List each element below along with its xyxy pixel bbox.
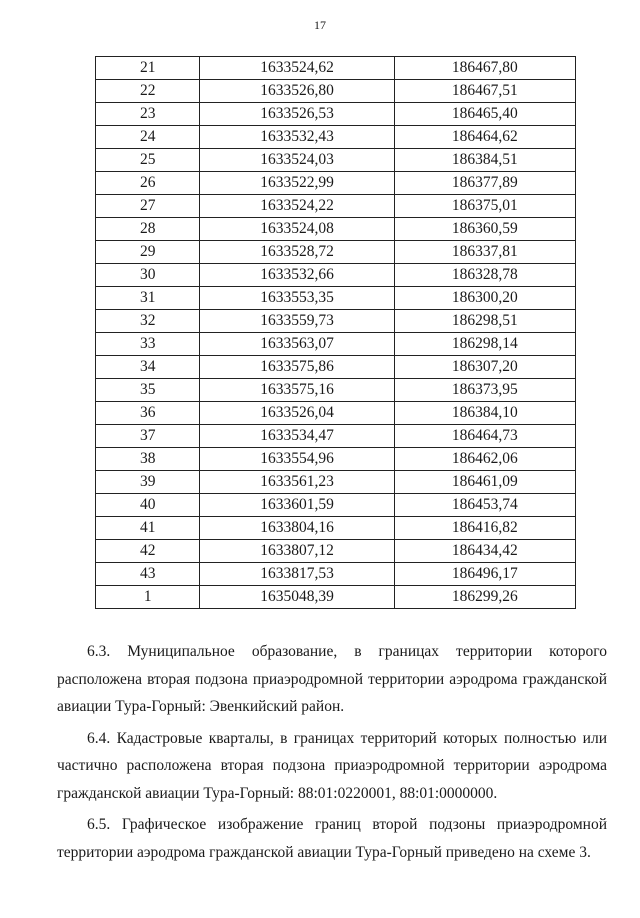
- x-coordinate-cell: 1633804,16: [200, 517, 394, 540]
- x-coordinate-cell: 1633534,47: [200, 425, 394, 448]
- y-coordinate-cell: 186337,81: [394, 241, 575, 264]
- table-row: [96, 471, 576, 494]
- y-coordinate-cell: 186464,73: [394, 425, 575, 448]
- y-coordinate-cell: 186467,80: [394, 57, 575, 80]
- page-number: 17: [314, 18, 326, 32]
- point-number-cell: 42: [96, 540, 200, 563]
- table-row: [96, 540, 576, 563]
- y-coordinate-cell: 186465,40: [394, 103, 575, 126]
- table-row: [96, 149, 576, 172]
- x-coordinate-cell: 1633817,53: [200, 563, 394, 586]
- table-row: [96, 356, 576, 379]
- y-coordinate-cell: 186462,06: [394, 448, 575, 471]
- x-coordinate-cell: 1633526,04: [200, 402, 394, 425]
- y-coordinate-cell: 186360,59: [394, 218, 575, 241]
- y-coordinate-cell: 186373,95: [394, 379, 575, 402]
- x-coordinate-cell: 1633561,23: [200, 471, 394, 494]
- y-coordinate-cell: 186307,20: [394, 356, 575, 379]
- point-number-cell: 39: [96, 471, 200, 494]
- table-row: [96, 586, 576, 609]
- point-number-cell: 41: [96, 517, 200, 540]
- table-row: [96, 126, 576, 149]
- x-coordinate-cell: 1633532,43: [200, 126, 394, 149]
- point-number-cell: 37: [96, 425, 200, 448]
- y-coordinate-cell: 186375,01: [394, 195, 575, 218]
- table-row: [96, 333, 576, 356]
- table-row: [96, 563, 576, 586]
- y-coordinate-cell: 186467,51: [394, 80, 575, 103]
- table-row: [96, 448, 576, 471]
- table-row: [96, 103, 576, 126]
- table-row: [96, 402, 576, 425]
- point-number-cell: 22: [96, 80, 200, 103]
- table-row: [96, 379, 576, 402]
- x-coordinate-cell: 1633532,66: [200, 264, 394, 287]
- point-number-cell: 40: [96, 494, 200, 517]
- x-coordinate-cell: 1633524,08: [200, 218, 394, 241]
- y-coordinate-cell: 186299,26: [394, 586, 575, 609]
- x-coordinate-cell: 1633524,62: [200, 57, 394, 80]
- y-coordinate-cell: 186434,42: [394, 540, 575, 563]
- y-coordinate-cell: 186464,62: [394, 126, 575, 149]
- y-coordinate-cell: 186298,51: [394, 310, 575, 333]
- y-coordinate-cell: 186453,74: [394, 494, 575, 517]
- x-coordinate-cell: 1633526,53: [200, 103, 394, 126]
- point-number-cell: 34: [96, 356, 200, 379]
- table-row: [96, 287, 576, 310]
- point-number-cell: 1: [96, 586, 200, 609]
- x-coordinate-cell: 1633524,03: [200, 149, 394, 172]
- y-coordinate-cell: 186384,10: [394, 402, 575, 425]
- table-row: [96, 80, 576, 103]
- table-row: [96, 195, 576, 218]
- x-coordinate-cell: 1633559,73: [200, 310, 394, 333]
- point-number-cell: 25: [96, 149, 200, 172]
- point-number-cell: 26: [96, 172, 200, 195]
- point-number-cell: 35: [96, 379, 200, 402]
- y-coordinate-cell: 186384,51: [394, 149, 575, 172]
- table-row: [96, 218, 576, 241]
- table-row: [96, 425, 576, 448]
- point-number-cell: 32: [96, 310, 200, 333]
- point-number-cell: 38: [96, 448, 200, 471]
- point-number-cell: 24: [96, 126, 200, 149]
- table-row: [96, 310, 576, 333]
- point-number-cell: 21: [96, 57, 200, 80]
- coordinates-table-body: [96, 57, 576, 609]
- table-row: [96, 241, 576, 264]
- point-number-cell: 29: [96, 241, 200, 264]
- paragraph-6-4: 6.4. Кадастровые кварталы, в границах территорий которых полностью или частично расположена вторая подзона приаэродромной территории аэродрома гражданской авиации Тура-Горный: 88:01:0220001, 88:01:0000000.: [57, 729, 607, 802]
- table-row: [96, 494, 576, 517]
- paragraph-6-5: 6.5. Графическое изображение границ второй подзоны приаэродромной территории аэродрома гражданской авиации Тура-Горный приведено на схеме 3.: [57, 816, 607, 861]
- point-number-cell: 23: [96, 103, 200, 126]
- table-row: [96, 517, 576, 540]
- y-coordinate-cell: 186298,14: [394, 333, 575, 356]
- table-row: [96, 57, 576, 80]
- table-row: [96, 172, 576, 195]
- y-coordinate-cell: 186461,09: [394, 471, 575, 494]
- x-coordinate-cell: 1633524,22: [200, 195, 394, 218]
- y-coordinate-cell: 186328,78: [394, 264, 575, 287]
- table-row: [96, 264, 576, 287]
- point-number-cell: 33: [96, 333, 200, 356]
- x-coordinate-cell: 1633553,35: [200, 287, 394, 310]
- x-coordinate-cell: 1633528,72: [200, 241, 394, 264]
- point-number-cell: 36: [96, 402, 200, 425]
- point-number-cell: 27: [96, 195, 200, 218]
- x-coordinate-cell: 1633807,12: [200, 540, 394, 563]
- x-coordinate-cell: 1633563,07: [200, 333, 394, 356]
- x-coordinate-cell: 1635048,39: [200, 586, 394, 609]
- x-coordinate-cell: 1633526,80: [200, 80, 394, 103]
- x-coordinate-cell: 1633575,16: [200, 379, 394, 402]
- text-section: [57, 638, 607, 870]
- point-number-cell: 31: [96, 287, 200, 310]
- point-number-cell: 28: [96, 218, 200, 241]
- point-number-cell: 43: [96, 563, 200, 586]
- point-number-cell: 30: [96, 264, 200, 287]
- y-coordinate-cell: 186416,82: [394, 517, 575, 540]
- x-coordinate-cell: 1633522,99: [200, 172, 394, 195]
- paragraph-6-3: 6.3. Муниципальное образование, в границах территории которого расположена вторая подзона приаэродромной территории аэродрома гражданской авиации Тура-Горный: Эвенкийский район.: [57, 643, 607, 715]
- y-coordinate-cell: 186300,20: [394, 287, 575, 310]
- y-coordinate-cell: 186496,17: [394, 563, 575, 586]
- x-coordinate-cell: 1633601,59: [200, 494, 394, 517]
- y-coordinate-cell: 186377,89: [394, 172, 575, 195]
- coordinates-table: [95, 56, 576, 609]
- x-coordinate-cell: 1633554,96: [200, 448, 394, 471]
- x-coordinate-cell: 1633575,86: [200, 356, 394, 379]
